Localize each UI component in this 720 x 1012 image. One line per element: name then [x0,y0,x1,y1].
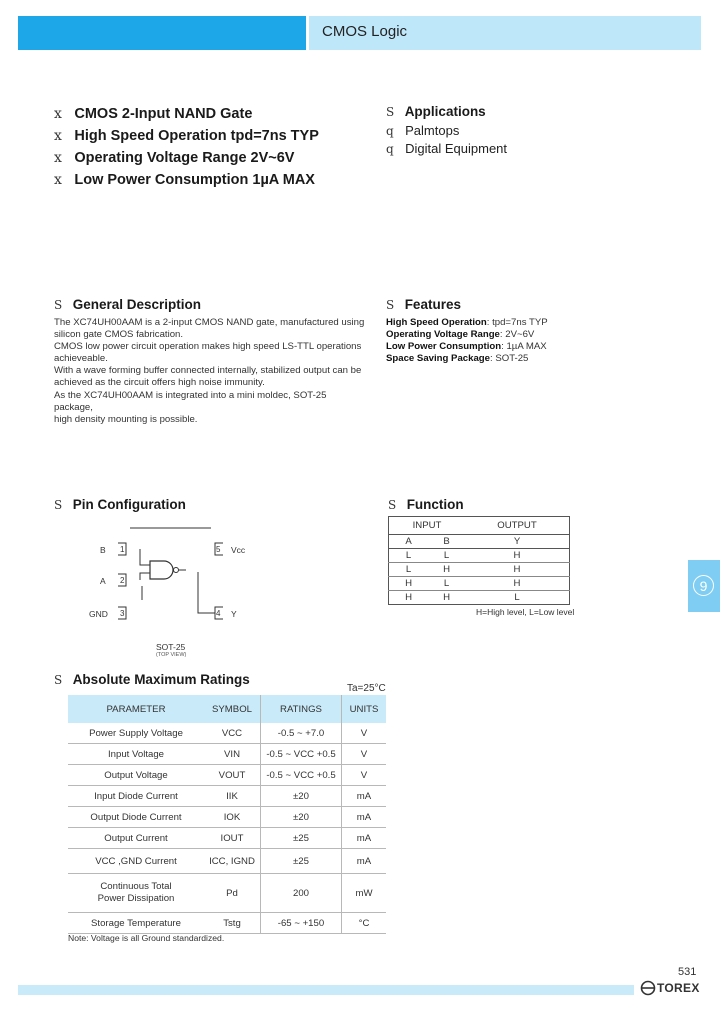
ratings-note: Note: Voltage is all Ground standardized. [68,933,225,943]
ratings-table [68,695,386,934]
pin-5-number: 5 [216,545,221,554]
cell-units: V [342,723,387,744]
bullet-marker: q [386,124,394,138]
table-row [68,828,386,849]
top-features-list [54,105,319,193]
cell-parameter: Output Voltage [68,765,204,786]
description-paragraph: The XC74UH00AAM is a 2-input CMOS NAND gate, manufactured using silicon gate CMOS fabrication. [54,317,365,341]
pin-1-name: B [100,545,106,555]
column-b: B [428,535,465,549]
cell-units: V [342,765,387,786]
cell-units: mA [342,807,387,828]
ta-note: Ta=25°C [347,683,386,694]
ratings-heading [54,671,250,689]
pin-2-number: 2 [120,576,125,585]
table-row [68,744,386,765]
cell-ratings: ±25 [261,828,342,849]
feature-line [386,317,548,329]
cell-symbol: IOUT [204,828,261,849]
function-heading [388,496,464,514]
top-feature-item [54,105,319,127]
cell-units: V [342,744,387,765]
package-sublabel: (TOP VIEW) [156,652,187,658]
cell-symbol: ICC, IGND [204,849,261,874]
description-paragraph: As the XC74UH00AAM is integrated into a mini moldec, SOT-25 package, high density mounting is possible. [54,389,327,425]
feature-value: : 2V~6V [499,329,535,340]
pin-configuration-heading [54,496,186,514]
cell-units: °C [342,913,387,934]
pin-3-name: GND [89,609,108,619]
cell-units: mA [342,828,387,849]
cell-symbol: Tstg [204,913,261,934]
features-title: Features [404,297,461,312]
header-symbol: SYMBOL [204,695,261,723]
cell: H [405,592,412,603]
header-parameter: PARAMETER [68,695,204,723]
table-row [389,549,570,563]
cell-ratings: -0.5 ~ VCC +0.5 [261,765,342,786]
cell: L [428,549,465,563]
section-marker: S [54,498,63,512]
cell: H [428,563,465,577]
cell-parameter: Input Diode Current [68,786,204,807]
application-text: Palmtops [405,123,460,138]
wire-y [198,572,215,613]
table-row [68,765,386,786]
table-row [389,563,570,577]
table-row [68,913,386,934]
bullet-marker: x [54,150,62,166]
table-row [68,849,386,874]
input-header: INPUT [389,517,466,535]
bullet-marker: x [54,172,62,188]
function-column-row [389,535,570,549]
features-heading [386,296,461,314]
pin-5-name: Vcc [231,545,246,555]
table-row [68,807,386,828]
wire-b [140,549,150,565]
bullet-marker: x [54,106,62,122]
applications-heading [386,103,486,121]
cell-parameter: Input Voltage [68,744,204,765]
cell-parameter: Output Current [68,828,204,849]
cell: L [389,563,429,577]
pin-3-number: 3 [120,609,125,618]
function-note: H=High level, L=Low level [476,607,575,617]
bullet-marker: x [54,128,62,144]
cell: L [514,592,520,603]
table-row [68,786,386,807]
cell: H [465,549,569,563]
cell-symbol: VOUT [204,765,261,786]
cell-parameter: Power Supply Voltage [68,723,204,744]
cell-units: mA [342,849,387,874]
cell: H [443,592,451,603]
chapter-number: 9 [693,575,714,596]
package-label: SOT-25 [156,642,186,652]
function-table [388,516,570,605]
table-row [389,577,570,591]
wire-a [140,573,150,580]
top-feature-text: Operating Voltage Range 2V~6V [74,150,295,166]
cell-symbol: IIK [204,786,261,807]
cell-symbol: VCC [204,723,261,744]
nand-gate-symbol [150,561,173,579]
top-feature-text: Low Power Consumption 1µA MAX [74,172,315,188]
top-feature-text: CMOS 2-Input NAND Gate [74,106,253,122]
header-units: UNITS [342,695,387,723]
section-marker: S [388,498,397,512]
cell-ratings: ±20 [261,786,342,807]
pin-1-number: 1 [120,545,125,554]
cell-symbol: IOK [204,807,261,828]
footer-bar [18,985,634,995]
section-marker: S [54,673,63,687]
cell-ratings: -0.5 ~ VCC +0.5 [261,744,342,765]
cell-units: mA [342,786,387,807]
cell-ratings: -0.5 ~ +7.0 [261,723,342,744]
feature-value: : 1µA MAX [501,341,547,352]
page-number: 531 [678,966,697,978]
application-item [386,122,507,140]
feature-label: Operating Voltage Range [386,329,500,340]
function-table-header [389,517,570,535]
cell-parameter: VCC ,GND Current [68,849,204,874]
application-item [386,140,507,158]
table-row [68,723,386,744]
pin-4-name: Y [231,609,237,619]
top-feature-item [54,127,319,149]
section-marker: S [386,298,395,312]
feature-value: : SOT-25 [490,353,529,364]
cell-parameter: Output Diode Current [68,807,204,828]
cell-ratings: 200 [261,874,342,913]
output-header: OUTPUT [465,517,569,535]
feature-label: Low Power Consumption [386,341,502,352]
feature-label: Space Saving Package [386,353,490,364]
bullet-marker: q [386,142,394,156]
general-description-body [54,317,366,426]
cell-parameter: Storage Temperature [68,913,204,934]
section-marker: S [54,298,63,312]
cell: H [465,577,569,591]
feature-line [386,353,548,365]
features-list [386,317,548,365]
cell: L [428,577,465,591]
header-ratings: RATINGS [261,695,342,723]
cell-ratings: -65 ~ +150 [261,913,342,934]
cell-parameter: Continuous Total Power Dissipation [68,874,204,913]
cell-units: mW [342,874,387,913]
cell-ratings: ±25 [261,849,342,874]
application-text: Digital Equipment [405,141,508,156]
top-feature-item [54,171,319,193]
header-bar-left [18,16,306,50]
cell-symbol: VIN [204,744,261,765]
column-y: Y [465,535,569,549]
header-title: CMOS Logic [322,23,408,40]
cell: H [465,563,569,577]
nand-bubble [174,568,179,573]
top-feature-item [54,149,319,171]
description-paragraph: CMOS low power circuit operation makes high speed LS-TTL operations achieveable. [54,341,362,365]
general-description-heading [54,296,201,314]
section-marker: S [386,105,395,119]
brand-name: TOREX [657,981,700,995]
cell-symbol: Pd [204,874,261,913]
feature-value: : tpd=7ns TYP [486,317,548,328]
cell: L [389,549,429,563]
pin-configuration-title: Pin Configuration [72,497,186,512]
description-paragraph: With a wave forming buffer connected internally, stabilized output can be achieved as the circuit offers high noise immunity. [54,365,362,389]
torex-logo-icon [640,980,656,998]
feature-line [386,341,548,353]
ratings-table-header [68,695,386,723]
table-row [389,591,570,605]
column-a: A [389,535,429,549]
applications-title: Applications [404,104,486,119]
general-description-title: General Description [72,297,201,312]
pin-4-number: 4 [216,609,221,618]
applications-list [386,122,507,158]
pin-2-name: A [100,576,106,586]
feature-line [386,329,548,341]
function-title: Function [406,497,464,512]
cell-ratings: ±20 [261,807,342,828]
cell: H [389,577,429,591]
feature-label: High Speed Operation [386,317,487,328]
top-feature-text: High Speed Operation tpd=7ns TYP [74,128,319,144]
table-row [68,874,386,913]
ratings-title: Absolute Maximum Ratings [72,672,250,687]
